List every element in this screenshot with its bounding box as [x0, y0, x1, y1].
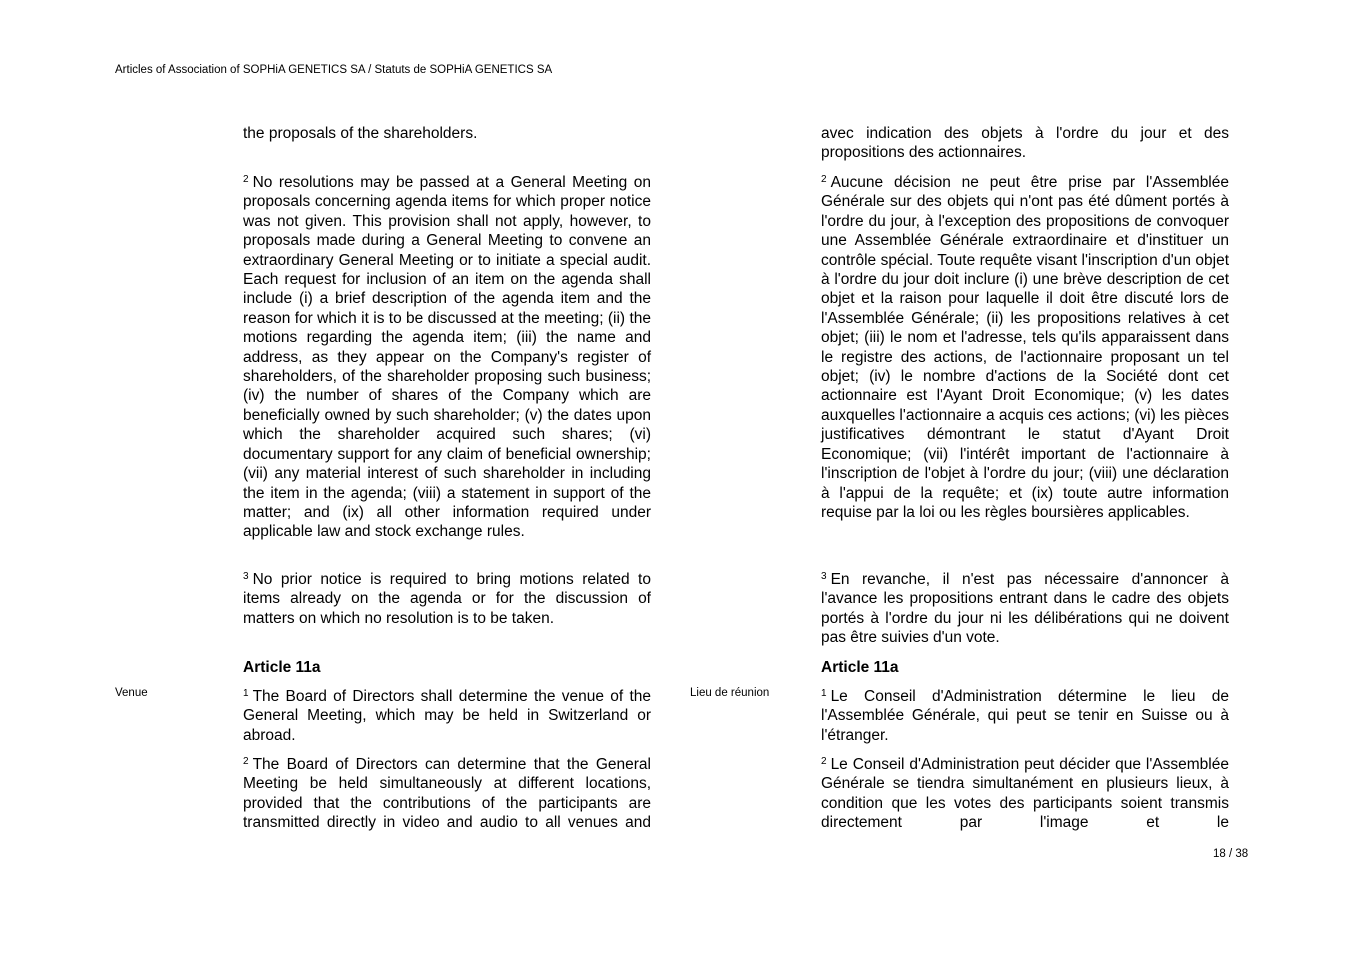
english-article-heading: Article 11a	[243, 659, 321, 676]
english-article-paragraph-1-number: 1	[243, 688, 249, 699]
french-article-paragraph-1	[821, 687, 1229, 745]
english-article-paragraph-1-text: The Board of Directors shall determine the venue of the General Meeting, which may be held in Switzerland or abroad.	[243, 688, 651, 744]
english-article-paragraph-2-text: The Board of Directors can determine that the General Meeting be held simultaneously at different locations, provided that the contributions of the participants are transmitted directly in video and audio to all venues and	[243, 756, 651, 832]
french-article-paragraph-2	[821, 755, 1229, 833]
french-article-heading: Article 11a	[821, 659, 899, 676]
english-paragraph-2-number: 2	[243, 174, 249, 185]
french-article-paragraph-1-number: 1	[821, 688, 827, 699]
french-article-paragraph-2-text: Le Conseil d'Administration peut décider que l'Assemblée Générale se tiendra simultanément en plusieurs lieux, à condition que les votes des participants soient transmis directement par l'image et le	[821, 756, 1229, 832]
english-article-paragraph-1	[243, 687, 651, 745]
document-header: Articles of Association of SOPHiA GENETICS SA / Statuts de SOPHiA GENETICS SA	[115, 64, 553, 76]
english-paragraph-3	[243, 570, 651, 628]
french-paragraph-3-number: 3	[821, 571, 827, 582]
page-number: 18 / 38	[1213, 848, 1249, 860]
french-article-paragraph-2-number: 2	[821, 756, 827, 767]
french-paragraph-2	[821, 173, 1229, 522]
french-paragraph-2-text: Aucune décision ne peut être prise par l'Assemblée Générale sur des objets qui n'ont pas été dûment portés à l'ordre du jour, à l'exception des propositions de convoquer une Assemblée Générale extraordinaire et d'instituer un contrôle spécial. Toute requête visant l'inscription d'un objet à l'ordre du jour doit inclure (i) une brève description de cet objet et la raison pour laquelle il doit être discuté lors de l'Assemblée Générale; (ii) les propositions relatives à cet objet; (iii) le nom et l'adresse, tels qu'ils apparaissent dans le registre des actions, de l'actionnaire proposant un tel objet; (iv) le nombre d'actions de la Société dont cet actionnaire est l'Ayant Droit Economique; (v) les dates auxquelles l'actionnaire a acquis ces actions; (vi) les pièces justificatives démontrant le statut d'Ayant Droit Economique; (vii) l'intérêt important de l'actionnaire à l'inscription de l'objet à l'ordre du jour; (viii) une déclaration à l'appui de la requête; et (ix) toute autre information requise par la loi ou les règles boursières applicables.	[821, 174, 1229, 521]
english-paragraph-3-number: 3	[243, 571, 249, 582]
french-paragraph-continuation: avec indication des objets à l'ordre du jour et des propositions des actionnaires.	[821, 125, 1229, 162]
english-paragraph-2-text: No resolutions may be passed at a General Meeting on proposals concerning agenda items for which proper notice was not given. This provision shall not apply, however, to proposals made during a General Meeting to convene an extraordinary General Meeting or to initiate a special audit. Each request for inclusion of an item on the agenda shall include (i) a brief description of the agenda item and the reason for which it is to be discussed at the meeting; (ii) the motions regarding the agenda item; (iii) the name and address, as they appear on the Company's register of shareholders, of the shareholder proposing such business; (iv) the number of shares of the Company which are beneficially owned by such shareholder; (v) the dates upon which the shareholder acquired such shares; (vi) documentary support for any claim of beneficial ownership; (vii) any material interest of such shareholder in including the item in the agenda; (viii) a statement in support of the matter; and (ix) all other information required under applicable law and stock exchange rules.	[243, 174, 651, 541]
french-paragraph-3	[821, 570, 1229, 648]
french-paragraph-2-number: 2	[821, 174, 827, 185]
english-paragraph-3-text: No prior notice is required to bring motions related to items already on the agenda or for the discussion of matters on which no resolution is to be taken.	[243, 571, 651, 627]
english-margin-label: Venue	[115, 687, 148, 699]
english-article-paragraph-2	[243, 755, 651, 833]
english-paragraph-continuation: the proposals of the shareholders.	[243, 125, 478, 142]
french-paragraph-3-text: En revanche, il n'est pas nécessaire d'annoncer à l'avance les propositions entrant dans le cadre des objets portés à l'ordre du jour ni les délibérations qui ne doivent pas être suivies d'un vote.	[821, 571, 1229, 647]
french-article-paragraph-1-text: Le Conseil d'Administration détermine le lieu de l'Assemblée Générale, qui peut se tenir en Suisse ou à l'étranger.	[821, 688, 1229, 744]
french-margin-label: Lieu de réunion	[690, 687, 770, 699]
english-article-paragraph-2-number: 2	[243, 756, 249, 767]
english-paragraph-2	[243, 173, 651, 542]
